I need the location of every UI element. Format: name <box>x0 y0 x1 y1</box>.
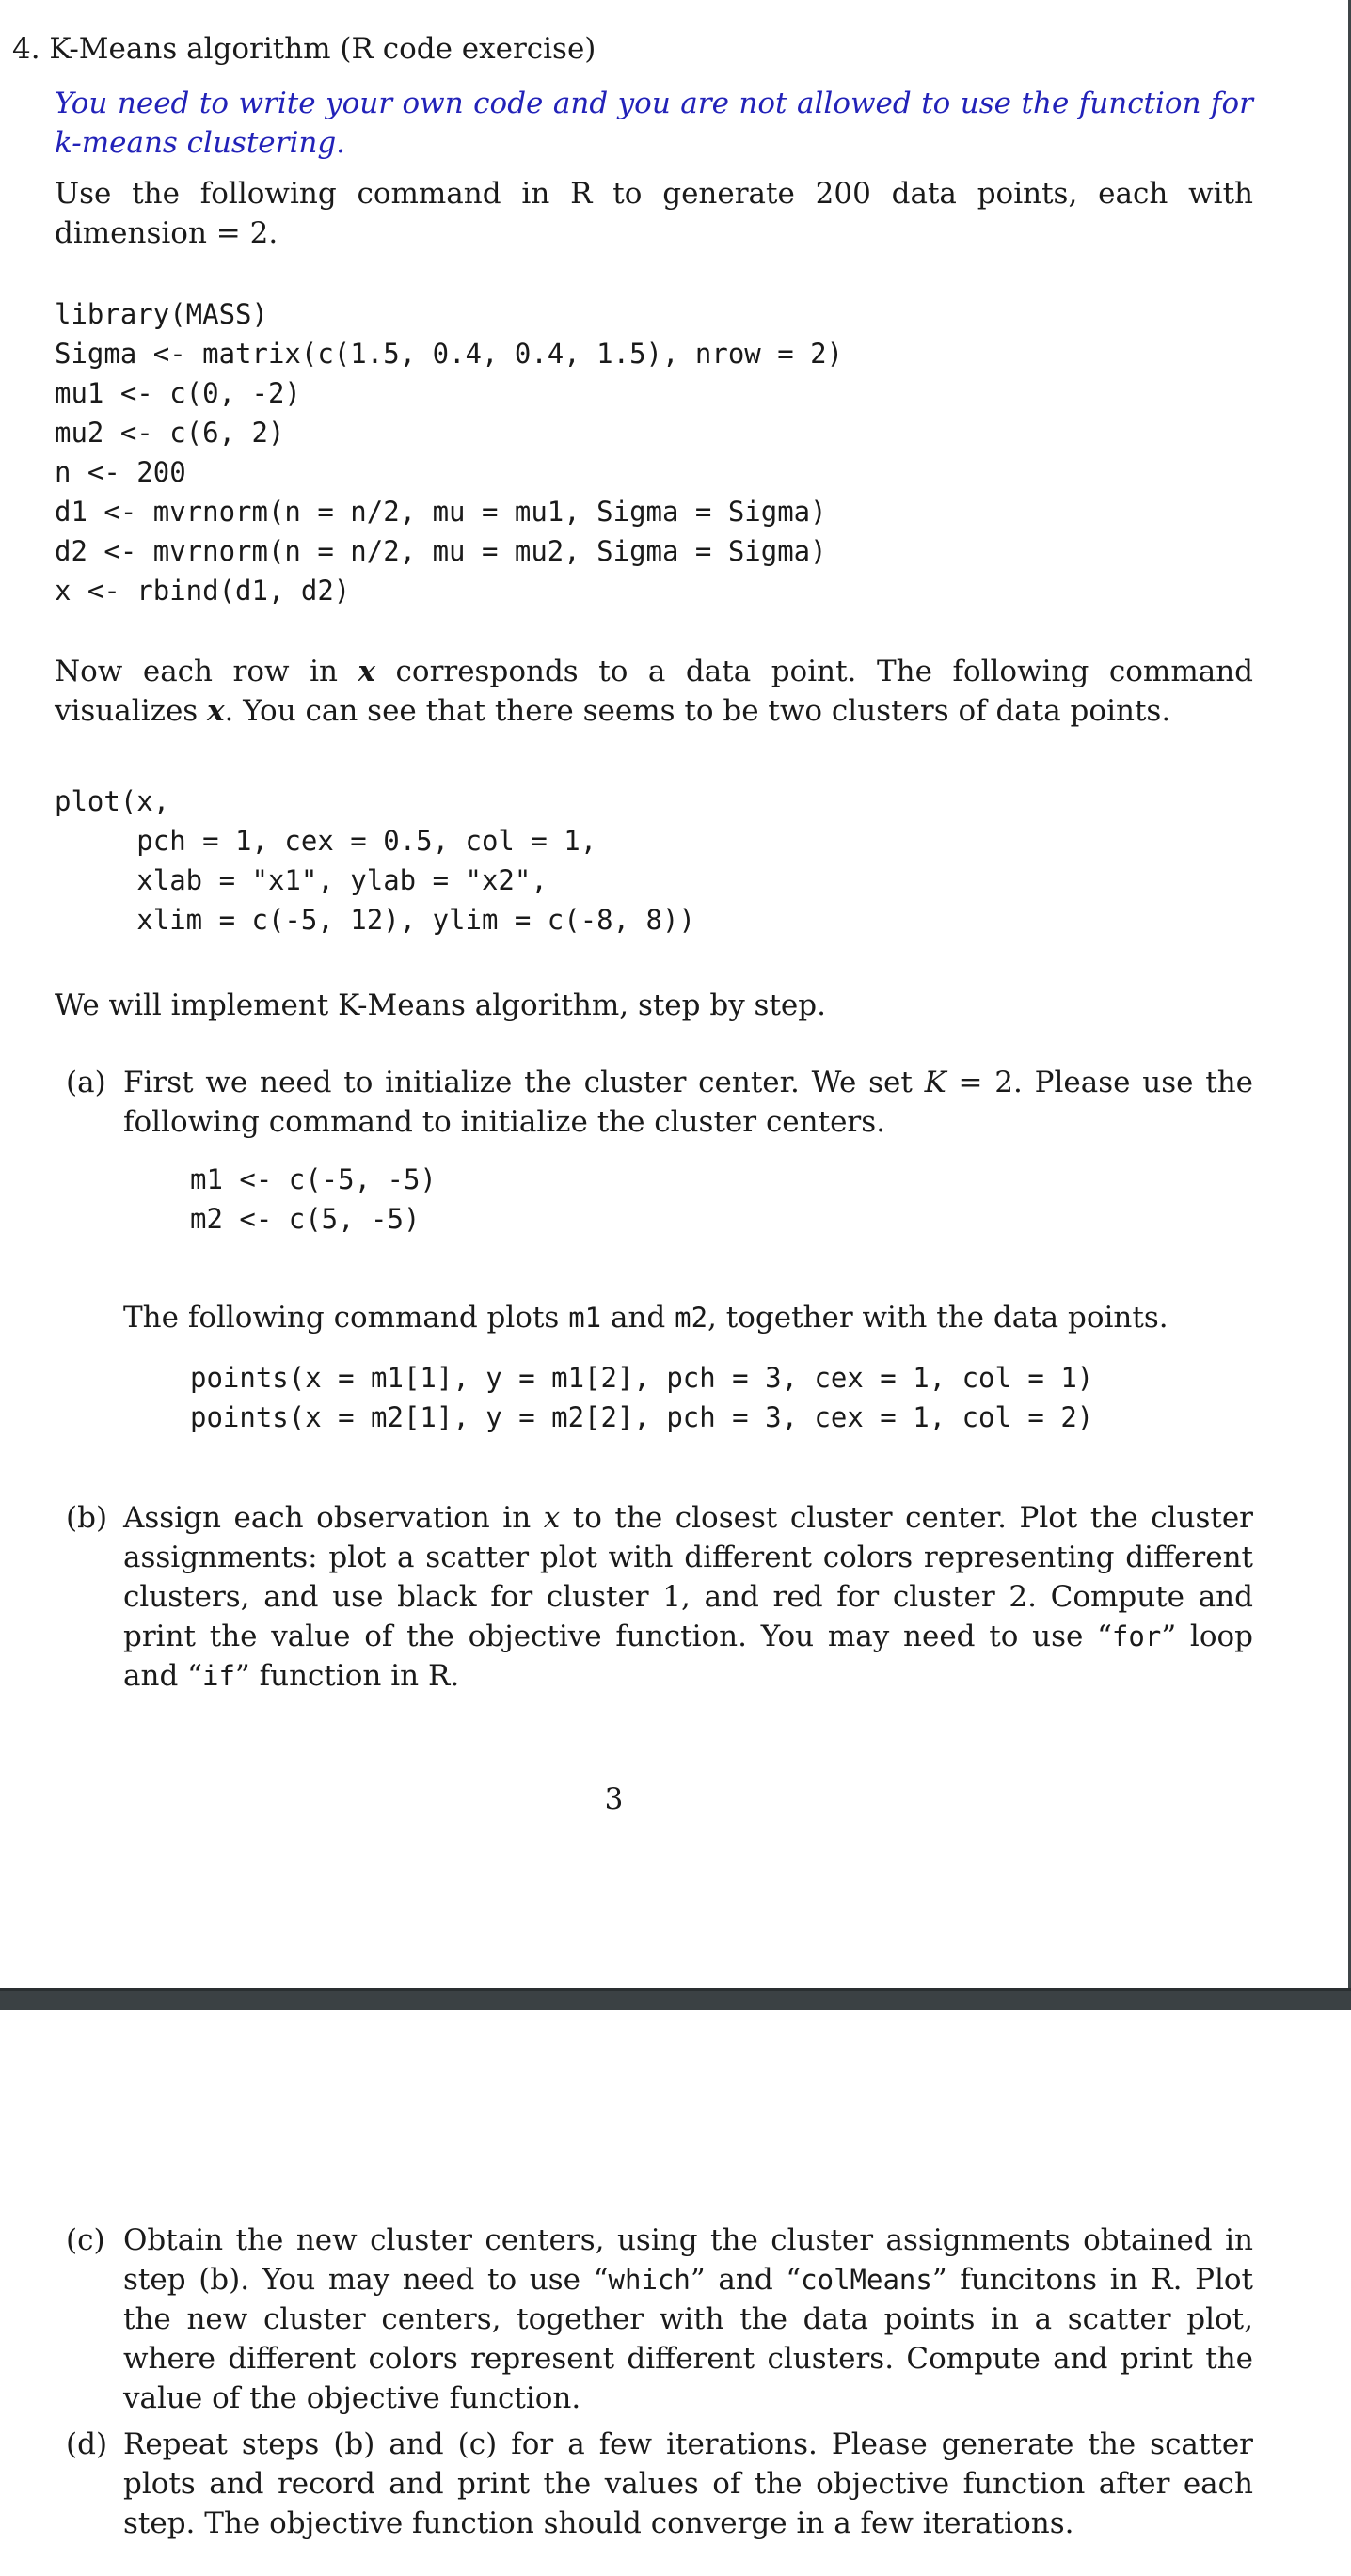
code-line: pch = 1, cex = 0.5, col = 1, <box>55 825 597 857</box>
part-d-label: (d) <box>66 2427 108 2461</box>
code-generate <box>55 294 843 610</box>
code-line: plot(x, <box>55 785 170 817</box>
page-number: 3 <box>604 1782 624 1816</box>
part-d-text: Repeat steps (b) and (c) for a few iterations. Please generate the scatter plots and record and print the values of the objective function after each step. The objective function should converge in a few iterations. <box>123 2427 1253 2540</box>
part-b-label: (b) <box>66 1501 108 1535</box>
visualize-text: Now each row in x corresponds to a data point. The following command visualizes x. You can see that there seems to be two clusters of data points. <box>55 655 1254 728</box>
code-line: n <- 200 <box>55 456 186 488</box>
code-line: xlim = c(-5, 12), ylim = c(-8, 8)) <box>55 904 695 936</box>
part-a-label: (a) <box>66 1066 106 1099</box>
code-line: x <- rbind(d1, d2) <box>55 575 351 607</box>
code-line: library(MASS) <box>55 298 268 330</box>
part-b-text: Assign each observation in x to the closest cluster center. Plot the cluster assignments: plot a scatter plot with different colors representing different clusters, and use black for cluster 1, and red for cluster 2. Compute and print the value of the objective function. You may need to use “for” loop and “if” function in R. <box>123 1501 1253 1693</box>
code-line: mu1 <- c(0, -2) <box>55 377 301 409</box>
code-line: xlab = "x1", ylab = "x2", <box>55 864 548 896</box>
code-line: points(x = m2[1], y = m2[2], pch = 3, cex = 1, col = 2) <box>190 1401 1094 1433</box>
code-line: d1 <- mvrnorm(n = n/2, mu = mu1, Sigma = Sigma) <box>55 496 827 528</box>
intro-text: Use the following command in R to generate 200 data points, each with dimension = 2. <box>55 177 1253 250</box>
code-init <box>190 1160 437 1239</box>
code-line: mu2 <- c(6, 2) <box>55 417 285 449</box>
part-c-text: Obtain the new cluster centers, using the cluster assignments obtained in step (b). You may need to use “which” and “colMeans” funcitons in R. Plot the new cluster centers, together with the data points in a scatter plot, where different colors represent different clusters. Compute and print the value of the objective function. <box>123 2223 1253 2415</box>
page-separator <box>0 1988 1351 2010</box>
code-line: points(x = m1[1], y = m1[2], pch = 3, cex = 1, col = 1) <box>190 1362 1094 1394</box>
code-line: d2 <- mvrnorm(n = n/2, mu = mu2, Sigma = Sigma) <box>55 535 827 567</box>
step-intro-text: We will implement K-Means algorithm, step by step. <box>55 988 826 1022</box>
code-line: Sigma <- matrix(c(1.5, 0.4, 0.4, 1.5), nrow = 2) <box>55 338 844 370</box>
part-a-plot-text: The following command plots m1 and m2, together with the data points. <box>123 1301 1168 1335</box>
part-a-text: First we need to initialize the cluster center. We set K = 2. Please use the following command to initialize the cluster centers. <box>123 1066 1254 1139</box>
code-line: m1 <- c(-5, -5) <box>190 1163 437 1195</box>
code-line: m2 <- c(5, -5) <box>190 1203 421 1235</box>
document-page-2 <box>0 2010 1351 2576</box>
code-plot <box>55 782 695 940</box>
code-points <box>190 1358 1093 1437</box>
problem-heading: 4. K-Means algorithm (R code exercise) <box>12 32 596 66</box>
part-c-label: (c) <box>66 2223 105 2257</box>
instruction-text: You need to write your own code and you are not allowed to use the function for k-means clustering. <box>55 87 1253 160</box>
